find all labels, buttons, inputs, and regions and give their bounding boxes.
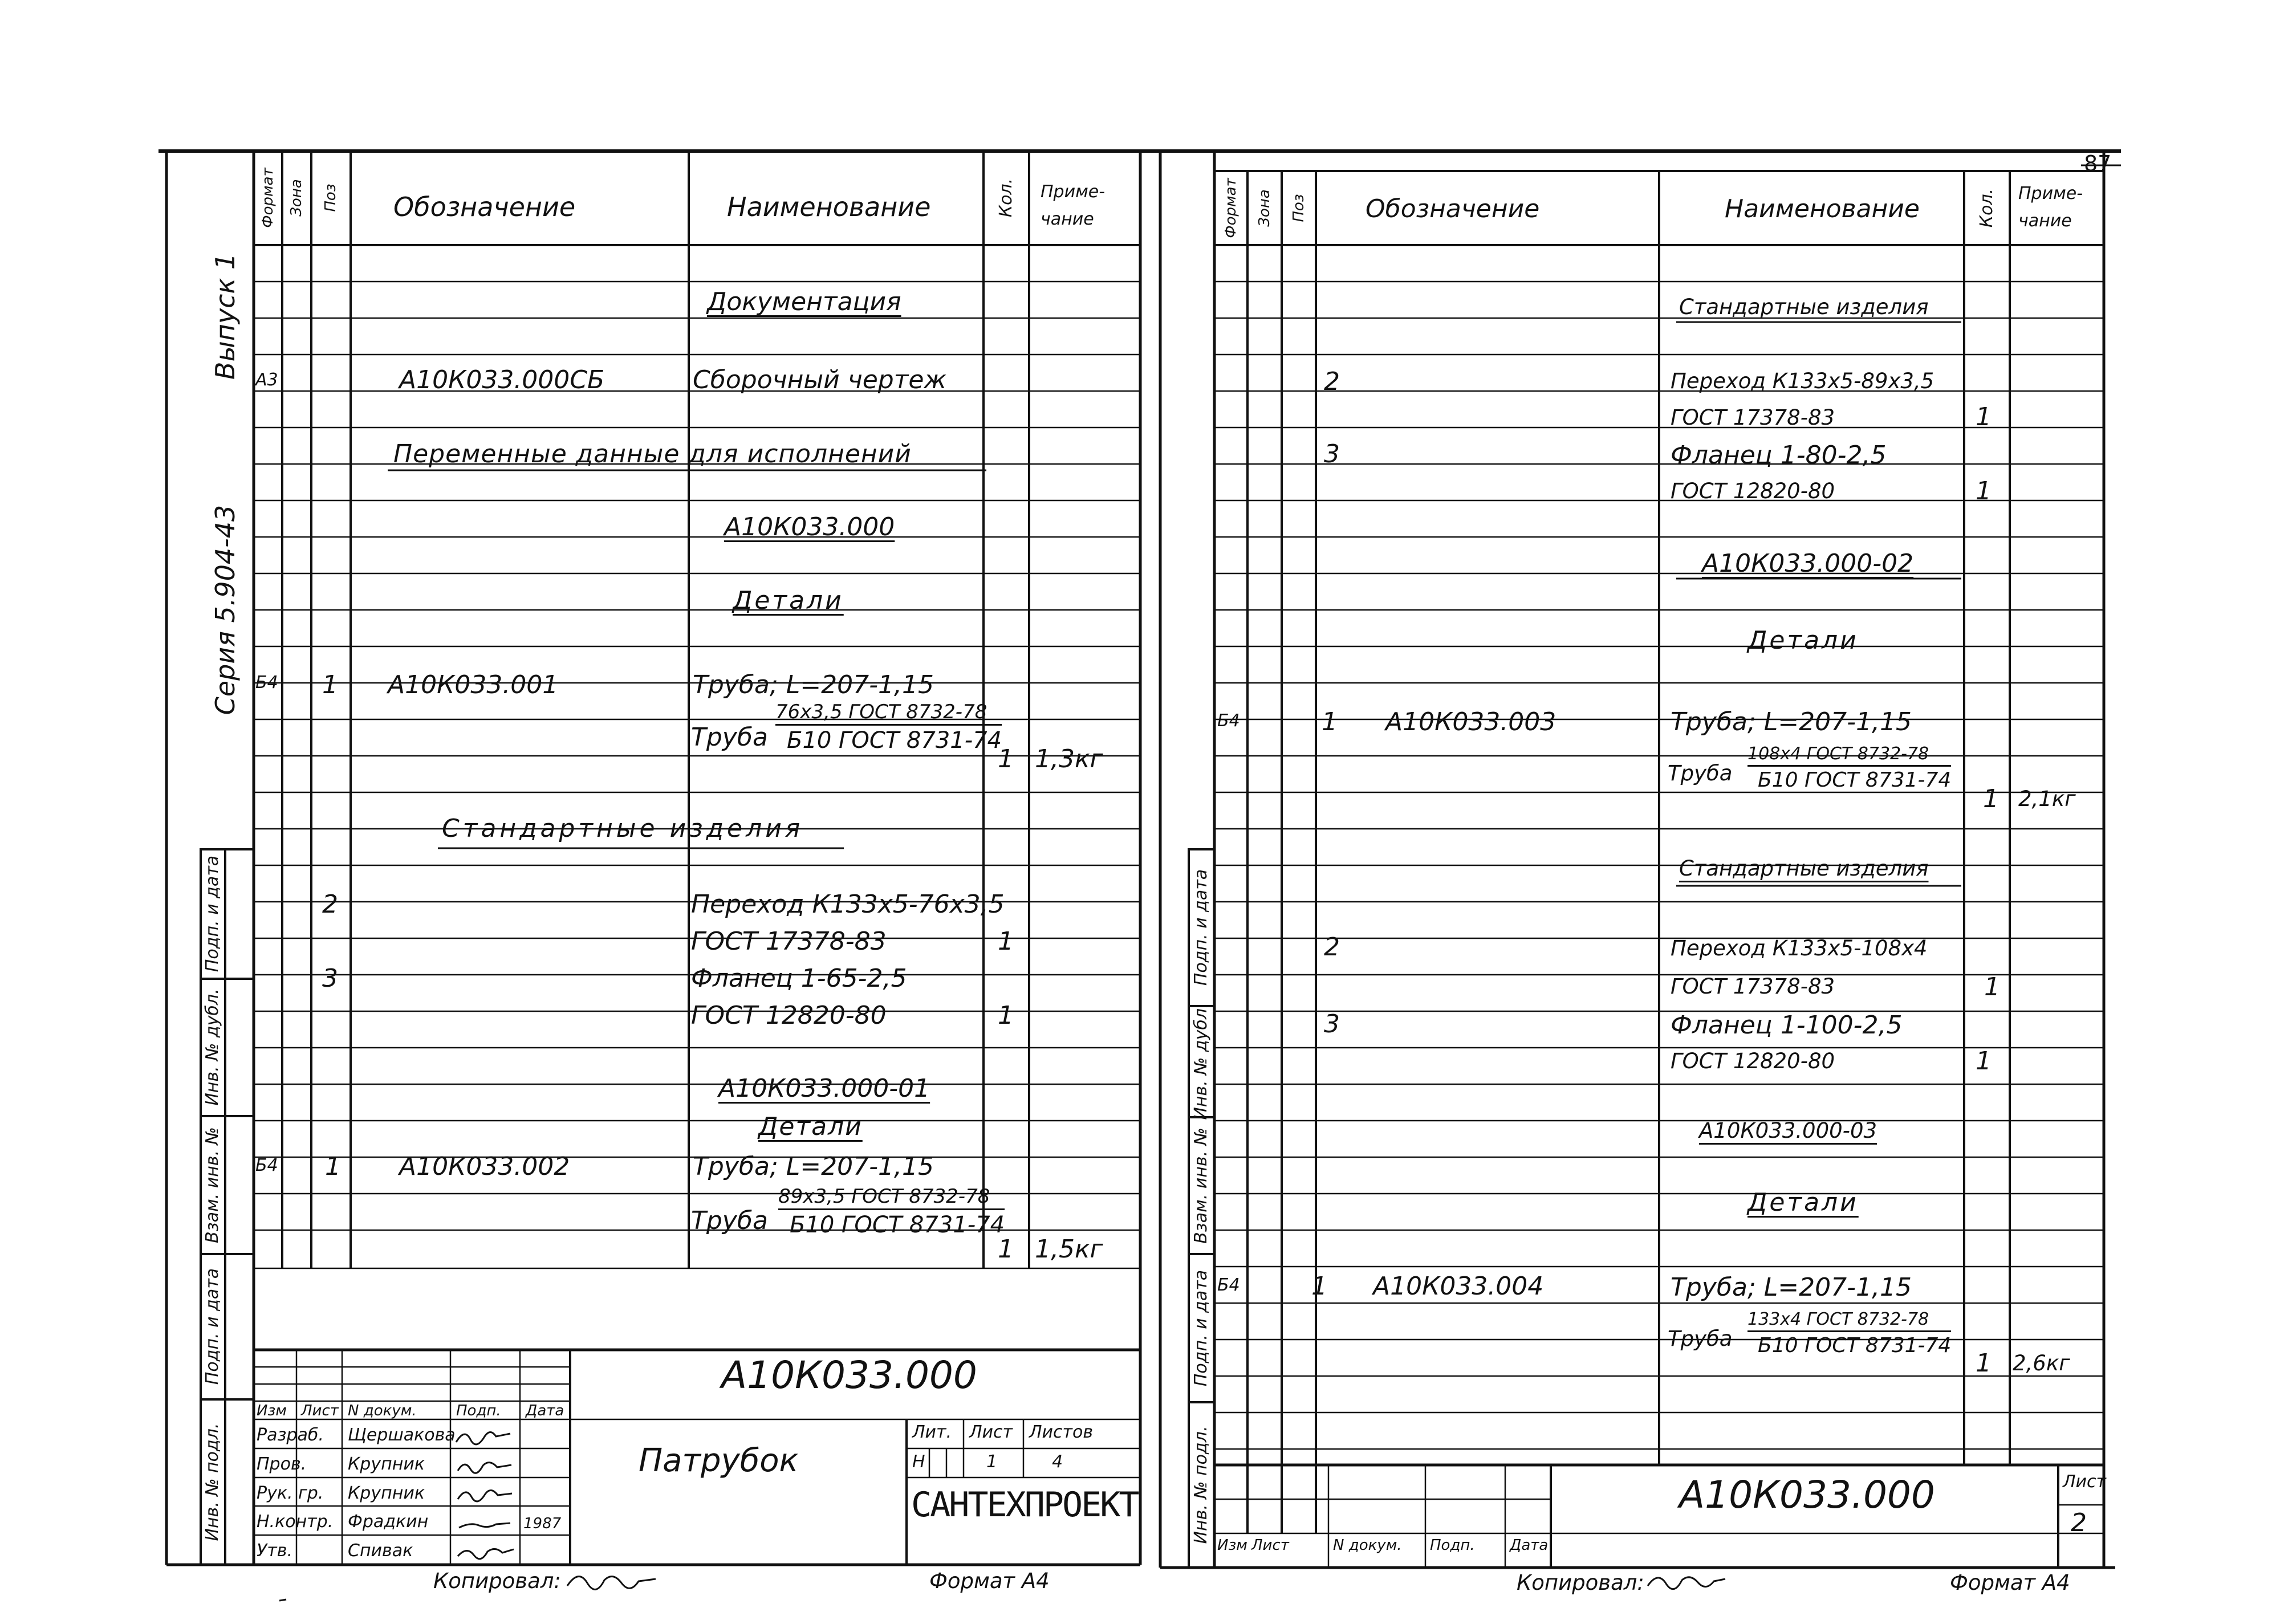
row-name: ГОСТ 12820-80	[1671, 479, 1835, 503]
margin-label-orig-inv: Инв. № подл.	[202, 1423, 222, 1541]
footer-format: Формат А4	[929, 1569, 1050, 1593]
header-format: Формат	[1222, 178, 1239, 238]
pipe-spec-numerator: 133х4 ГОСТ 8732-78	[1748, 1311, 1951, 1332]
signer-name: Щершакова	[348, 1425, 456, 1445]
row-qty: 1	[1976, 402, 1992, 432]
pipe-spec-denominator: Б10 ГОСТ 8731-74	[1758, 768, 1952, 792]
col-podp: Подп.	[1430, 1537, 1475, 1554]
row-format: А3	[255, 370, 278, 390]
row-format: Б4	[255, 1155, 278, 1175]
row-name: Переход К133х5-76х3,5	[691, 890, 1005, 919]
row-pos: 1	[1311, 1272, 1327, 1301]
standard-items-heading: Стандартные изделия	[1679, 295, 1929, 319]
row-qty: 1	[1976, 477, 1992, 506]
row-qty: 1	[998, 1235, 1014, 1264]
col-izm: Изм	[1217, 1537, 1247, 1554]
section-heading-documentation: Документация	[707, 287, 901, 316]
row-pos: 1	[325, 1152, 341, 1181]
header-designation: Обозначение	[393, 192, 576, 222]
sign-year: 1987	[523, 1515, 562, 1532]
row-designation: А10К033.000СБ	[399, 365, 605, 394]
row-qty: 1	[1983, 784, 1999, 813]
row-name-prefix: Труба	[691, 723, 768, 752]
col-podp: Подп.	[456, 1402, 501, 1419]
row-format: Б4	[255, 673, 278, 693]
lit-value: Н	[912, 1452, 925, 1472]
row-name: ГОСТ 12820-80	[1671, 1049, 1835, 1073]
row-name: Переход К133х5-108х4	[1671, 936, 1928, 960]
col-data: Дата	[526, 1402, 564, 1419]
header-zone: Зона	[1256, 189, 1273, 227]
row-qty: 1	[1976, 1349, 1992, 1378]
row-name: Труба; L=207-1,15	[1671, 707, 1912, 736]
header-qty: Кол.	[1977, 188, 1997, 228]
signer-role: Утв.	[257, 1541, 292, 1561]
margin-label-sign-date: Подп. и дата	[1191, 869, 1211, 986]
row-qty: 1	[998, 1001, 1014, 1030]
header-note-1: Приме-	[1041, 182, 1106, 202]
lit-label: Лит.	[912, 1422, 952, 1442]
row-name: Труба; L=207-1,15	[693, 670, 934, 699]
row-format: Б4	[1217, 1275, 1240, 1295]
header-name: Наименование	[727, 192, 931, 222]
variant-heading: А10К033.000-01	[718, 1074, 930, 1103]
org-logo: САНТЕХПРОЕКТ	[911, 1485, 1138, 1525]
margin-label-replace-inv: Взам. инв. №	[202, 1127, 222, 1243]
header-pos: Поз	[322, 184, 339, 212]
row-name-prefix: Труба	[1668, 761, 1733, 785]
header-note-2: чание	[1041, 209, 1094, 229]
row-pos: 1	[322, 670, 338, 699]
signer-role: Рук. гр.	[257, 1483, 324, 1503]
margin-label-sign-date-2: Подп. и дата	[202, 1268, 222, 1385]
sheet-value: 1	[986, 1452, 998, 1472]
row-designation: А10К033.001	[388, 670, 559, 699]
margin-label-sign-date-2: Подп. и дата	[1191, 1269, 1211, 1387]
row-qty: 1	[998, 744, 1014, 774]
details-heading: Детали	[1748, 1188, 1859, 1217]
variant-heading: А10К033.000-02	[1702, 549, 1914, 578]
row-pos: 2	[1324, 933, 1340, 962]
pipe-spec-fraction	[1748, 1311, 1951, 1356]
pipe-spec-denominator: Б10 ГОСТ 8731-74	[787, 727, 1002, 754]
header-zone: Зона	[288, 179, 305, 217]
row-pos: 1	[1322, 707, 1338, 736]
col-data: Дата	[1510, 1537, 1549, 1554]
col-ndoc: N докум.	[1333, 1537, 1402, 1554]
row-format: Б4	[1217, 711, 1240, 731]
doc-code: А10К033.000	[721, 1353, 977, 1397]
pipe-spec-denominator: Б10 ГОСТ 8731-74	[790, 1212, 1005, 1238]
details-heading: Детали	[1748, 626, 1859, 655]
col-list: Лист	[301, 1402, 339, 1419]
row-pos: 3	[1324, 439, 1340, 469]
signer-name: Фрадкин	[348, 1512, 429, 1532]
row-qty: 1	[1976, 1047, 1992, 1076]
standard-items-heading: Стандартные изделия	[442, 814, 804, 843]
row-note: 1,3кг	[1035, 744, 1103, 774]
row-name-prefix: Труба	[1668, 1326, 1733, 1351]
variant-heading: А10К033.000-03	[1699, 1118, 1877, 1143]
row-name: Переход К133х5-89х3,5	[1671, 369, 1935, 393]
row-name: Сборочный чертеж	[693, 365, 947, 394]
signer-role: Разраб.	[257, 1425, 324, 1445]
signer-name: Крупник	[348, 1483, 425, 1503]
row-designation: А10К033.002	[399, 1152, 570, 1181]
pipe-spec-fraction	[778, 1187, 1005, 1236]
col-list: Лист	[1251, 1537, 1289, 1554]
row-qty: 1	[998, 927, 1014, 956]
row-name: ГОСТ 17378-83	[691, 927, 887, 956]
margin-label-replace-inv: Взам. инв. №	[1191, 1128, 1211, 1244]
pipe-spec-numerator: 89х3,5 ГОСТ 8732-78	[778, 1187, 1005, 1210]
row-note: 1,5кг	[1035, 1235, 1103, 1264]
issue-label: Выпуск 1	[210, 253, 241, 380]
signer-role: Пров.	[257, 1454, 307, 1474]
header-note-1: Приме-	[2018, 184, 2083, 203]
margin-label-dup-inv: Инв. № дубл.	[1191, 1003, 1211, 1120]
margin-label-orig-inv: Инв. № подл.	[1191, 1426, 1211, 1544]
footer-copied: Копировал:	[433, 1569, 561, 1593]
variable-data-heading: Переменные данные для исполнений	[393, 439, 912, 469]
row-name: ГОСТ 17378-83	[1671, 405, 1835, 430]
sheet-label: Лист	[969, 1422, 1013, 1442]
row-name: Фланец 1-80-2,5	[1671, 441, 1887, 470]
row-designation: А10К033.004	[1373, 1272, 1544, 1301]
row-name-prefix: Труба	[691, 1206, 768, 1235]
copier-signature	[564, 1569, 661, 1594]
series-label: Серия 5.904-43	[210, 504, 241, 715]
col-ndoc: N докум.	[348, 1402, 417, 1419]
row-note: 2,1кг	[2018, 787, 2076, 811]
doc-code: А10К033.000	[1679, 1473, 1935, 1517]
row-name: Труба; L=207-1,15	[693, 1152, 934, 1181]
row-designation: А10К033.003	[1385, 707, 1557, 736]
row-pos: 2	[1324, 367, 1340, 396]
details-heading: Детали	[758, 1112, 863, 1141]
header-format: Формат	[259, 168, 277, 228]
row-name: Труба; L=207-1,15	[1671, 1273, 1912, 1302]
row-qty: 1	[1984, 972, 2000, 1002]
header-qty: Кол.	[996, 178, 1016, 218]
pipe-spec-numerator: 76х3,5 ГОСТ 8732-78	[775, 702, 1002, 726]
page-number: 87	[2084, 151, 2112, 176]
header-designation: Обозначение	[1366, 194, 1540, 223]
signature-scribbles	[453, 1422, 516, 1562]
row-name: Фланец 1-65-2,5	[691, 964, 907, 993]
pipe-spec-fraction	[1748, 746, 1951, 791]
sheet-value: 2	[2071, 1508, 2087, 1537]
standard-items-heading: Стандартные изделия	[1679, 856, 1929, 881]
row-name: ГОСТ 17378-83	[1671, 974, 1835, 999]
pipe-spec-denominator: Б10 ГОСТ 8731-74	[1758, 1334, 1952, 1357]
row-name: Фланец 1-100-2,5	[1671, 1011, 1903, 1040]
signer-name: Крупник	[348, 1454, 425, 1474]
row-pos: 2	[322, 890, 338, 919]
footer-format: Формат А4	[1950, 1570, 2070, 1595]
signer-name: Спивак	[348, 1541, 413, 1561]
header-pos: Поз	[1290, 194, 1307, 222]
signer-role: Н.контр.	[257, 1512, 334, 1532]
details-heading: Детали	[733, 586, 844, 615]
copier-signature	[1645, 1570, 1730, 1593]
sheet-label: Лист	[2063, 1472, 2107, 1492]
margin-label-sign-date: Подп. и дата	[202, 855, 222, 972]
row-pos: 3	[1324, 1010, 1340, 1039]
row-name: ГОСТ 12820-80	[691, 1001, 887, 1030]
header-note-2: чание	[2018, 211, 2072, 231]
sheets-label: Листов	[1029, 1422, 1094, 1442]
col-izm: Изм	[257, 1402, 287, 1419]
variant-heading: А10К033.000	[724, 512, 895, 542]
header-name: Наименование	[1725, 194, 1920, 223]
margin-label-dup-inv: Инв. № дубл.	[202, 988, 222, 1106]
pipe-spec-numerator: 108х4 ГОСТ 8732-78	[1748, 746, 1951, 767]
row-note: 2,6кг	[2013, 1351, 2070, 1375]
pipe-spec-fraction	[775, 702, 1002, 752]
sheets-value: 4	[1052, 1452, 1063, 1472]
row-pos: 3	[322, 964, 338, 993]
footer-copied: Копировал:	[1517, 1570, 1644, 1595]
drawing-title: Патрубок	[639, 1442, 799, 1479]
